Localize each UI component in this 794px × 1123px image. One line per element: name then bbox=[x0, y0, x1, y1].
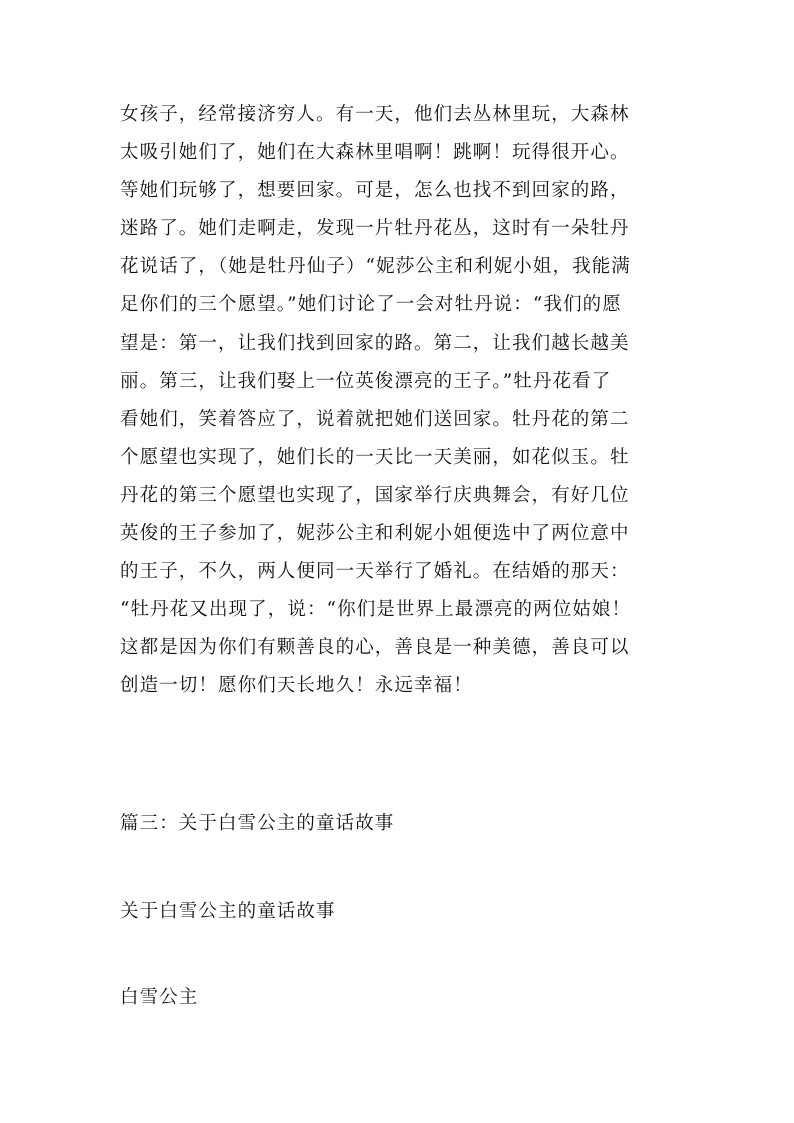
sub-title: 白雪公主 bbox=[120, 987, 199, 1008]
section-heading: 篇三：关于白雪公主的童话故事 bbox=[120, 813, 395, 834]
paragraph-line: 太吸引她们了，她们在大森林里唱啊！跳啊！玩得很开心。 bbox=[120, 142, 630, 164]
paragraph-line: 迷路了。她们走啊走，发现一片牡丹花丛，这时有一朵牡丹 bbox=[120, 218, 630, 240]
paragraph-line: 创造一切！愿你们天长地久！永远幸福！ bbox=[120, 675, 473, 697]
story-title: 关于白雪公主的童话故事 bbox=[120, 901, 336, 922]
paragraph-line: 等她们玩够了，想要回家。可是，怎么也找不到回家的路， bbox=[120, 180, 630, 202]
paragraph-line: 望是：第一，让我们找到回家的路。第二，让我们越长越美 bbox=[120, 332, 630, 354]
paragraph-line: 女孩子，经常接济穷人。有一天，他们去丛林里玩，大森林 bbox=[120, 104, 630, 125]
paragraph-line: 看她们，笑着答应了，说着就把她们送回家。牡丹花的第二 bbox=[120, 408, 630, 430]
paragraph-line: 足你们的三个愿望。”她们讨论了一会对牡丹说：“我们的愿 bbox=[120, 294, 622, 316]
story-paragraph bbox=[120, 96, 690, 706]
paragraph-line: 丽。第三，让我们娶上一位英俊漂亮的王子。”牡丹花看了 bbox=[120, 370, 612, 392]
paragraph-line: 花说话了，（她是牡丹仙子）“妮莎公主和利妮小姐，我能满 bbox=[120, 256, 631, 278]
paragraph-line: 这都是因为你们有颗善良的心，善良是一种美德，善良可以 bbox=[120, 637, 630, 659]
paragraph-line: “牡丹花又出现了，说：“你们是世界上最漂亮的两位姑娘！ bbox=[120, 599, 632, 621]
paragraph-line: 英俊的王子参加了，妮莎公主和利妮小姐便选中了两位意中 bbox=[120, 523, 630, 545]
paragraph-line: 丹花的第三个愿望也实现了，国家举行庆典舞会，有好几位 bbox=[120, 484, 630, 506]
paragraph-line: 的王子，不久，两人便同一天举行了婚礼。在结婚的那天： bbox=[120, 561, 630, 583]
paragraph-line: 个愿望也实现了，她们长的一天比一天美丽，如花似玉。牡 bbox=[120, 446, 630, 468]
